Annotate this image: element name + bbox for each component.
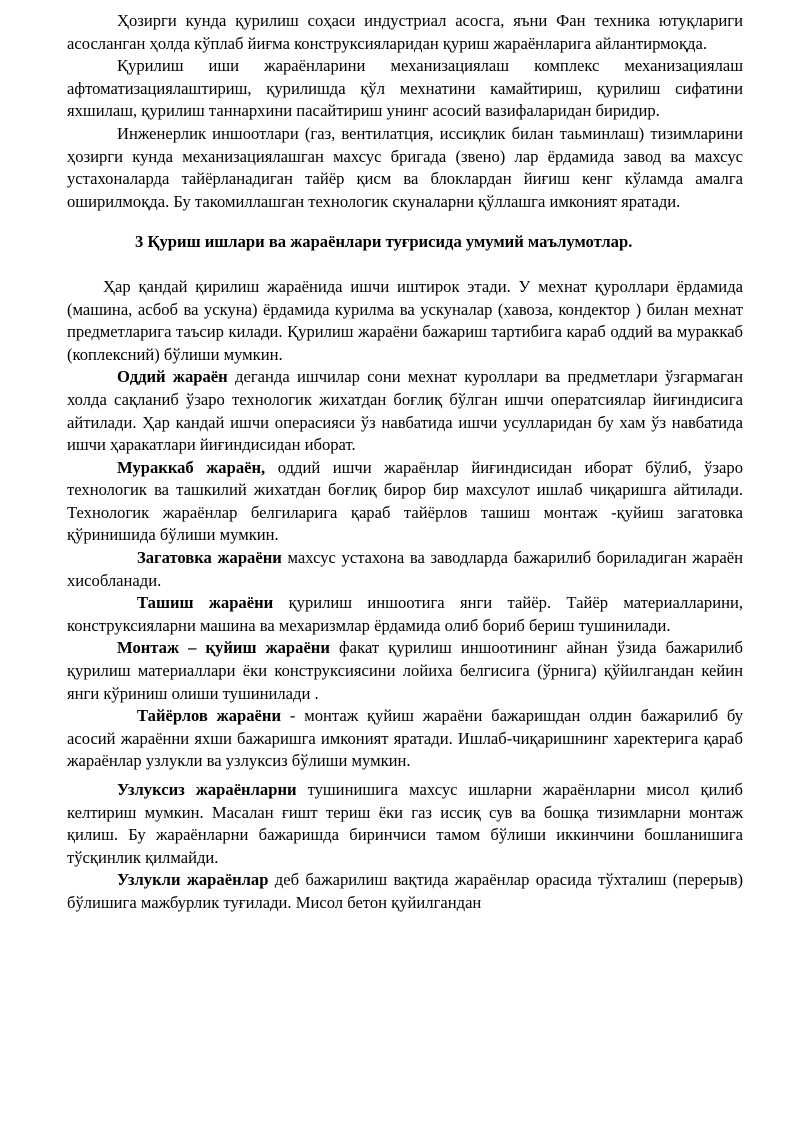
body-paragraph-preparatory-process [67, 705, 743, 773]
definition-blank-process: махсус устахона ва заводларда бажарилиб бориладиган жараён хисобланади. [67, 548, 743, 590]
body-paragraph-continuous-process [67, 779, 743, 869]
term-discontinuous-process: Узлукли жараёнлар [117, 870, 269, 890]
definition-preparatory-process: - монтаж қуйиш жараёни бажаришдан олдин бажарилиб бу асосий жараённи яхши бажаришга имконият яратади. Ишлаб-чиқаришнинг харектерига қараб жараёнлар узлукли ва узлуксиз бўлиши мумкин. [67, 706, 743, 771]
section-heading: 3 Қуриш ишлари ва жараёнлари туғрисида умумий маълумотлар. [135, 232, 633, 252]
definition-simple-process: деганда ишчилар сони мехнат куроллари ва предметлари ўзгармаган холда сақланиб ўзаро технологик жихатдан боғлиқ бўлган ишчи оператсиялар йиғиндисига айтилади. Ҳар кандай ишчи операсияси ўз навбатида ишчи усулларидан бу хам ўз навбатида ишчи ҳаракатлари йиғиндисидан иборат. [67, 367, 743, 455]
body-paragraph-complex-process [67, 457, 743, 547]
definition-discontinuous-process: деб бажарилиш вақтида жараёнлар орасида тўхталиш (перерыв) бўлишига мажбурлик туғилади. Мисол бетон қуйилгандан [67, 870, 743, 912]
definition-continuous-process: тушинишига махсус ишларни жараёнларни мисол қилиб келтириш мумкин. Масалан ғишт териш ёки газ иссиқ сув ва бошқа тизимларни монтаж қилиш. Бу жараёнларни бажаришда биринчиси тамом бўлиши иккинчини бошланишига тўсқинлик қилмайди. [67, 780, 743, 867]
intro-paragraph-2: Қурилиш иши жараёнларини механизациялаш комплекс механизациялаш афтоматизациялаштириш, қурилишда қўл мехнатини камайтириш, қурилиш сифатини яхшилаш, қурилиш таннархини пасайтириш унинг асосий вазифаларидан биридир. [67, 56, 743, 121]
definition-installation-process: факат қурилиш иншоотининг айнан ўзида бажарилиб қурилиш материаллари ёки конструксиясини лойиха белгисига (ўрнига) қўйилгандан кейин янги кўриниш олиши тушинилади . [67, 638, 743, 703]
body-paragraph-transport-process [67, 592, 743, 637]
term-simple-process: Оддий жараён [117, 367, 228, 387]
term-complex-process: Мураккаб жараён, [117, 457, 266, 477]
intro-paragraph-3: Инженерлик иншоотлари (газ, вентилатция, иссиқлик билан таьминлаш) тизимларини ҳозирги кунда механизациялашган махсус бригада (звено) лар ёрдамида завод ва махсус устахоналарда тайёрланадиган тайёр қисм ва блоклардан йиғиш кенг кўламда амалга оширилмоқда. Бу такомиллашган технологик скуналарни қўллашга имконият яратади. [67, 123, 743, 211]
intro-paragraph-1: Ҳозирги кунда қурилиш соҳаси индустриал асосга, яъни Фан техника ютуқлариги асосланган ҳолда кўплаб йиғма конструксияларидан қуриш жараёнларига айлантирмоқда. [67, 11, 743, 53]
definition-complex-process: оддий ишчи жараёнлар йиғиндисидан иборат бўлиб, ўзаро технологик ва ташкилий жихатдан боғлиқ бирор бир махсулот ишлаб чиқаришга айтилади. Технологик жараёнлар белгиларига қараб тайёрлов ташиш монтаж -қуйиш загатовка қўринишида бўлиши мумкин. [67, 457, 743, 545]
term-preparatory-process: Тайёрлов жараёни [137, 706, 282, 726]
term-installation-process: Монтаж – қуйиш жараёни [117, 638, 330, 658]
body-paragraph-discontinuous-process [67, 869, 743, 914]
definition-transport-process: қурилиш иншоотига янги тайёр. Тайёр материалларини, конструксияларни машина ва мехаризмлар ёрдамида олиб бориб бериш тушинилади. [67, 593, 743, 635]
body-paragraph-installation-process [67, 637, 743, 705]
body-paragraph-1: Ҳар қандай қирилиш жараёнида ишчи иштирок этади. У мехнат қуроллари ёрдамида (машина, асбоб ва ускуна) ёрдамида курилма ва ускуналар (хавоза, кондектор ) билан мехнат предметларига таъсир килади. Қурилиш жараёни бажариш тартибига караб оддий ва мураккаб (коплексний) бўлиши мумкин. [67, 276, 743, 364]
term-blank-process: Загатовка жараёни [137, 548, 282, 568]
term-continuous-process: Узлуксиз жараёнларни [117, 780, 297, 799]
term-transport-process: Ташиш жараёни [137, 593, 274, 613]
body-paragraph-blank-process [67, 547, 743, 592]
body-paragraph-simple-process [67, 366, 743, 456]
